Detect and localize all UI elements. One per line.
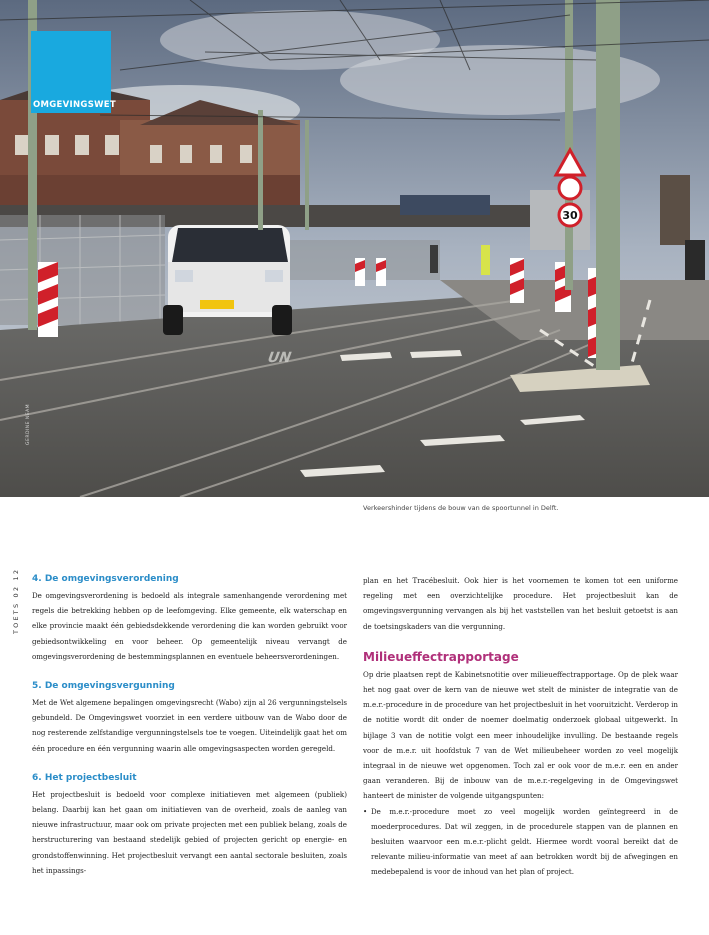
page-sidebar-label: TOETS 02 12 xyxy=(12,567,20,634)
left-column xyxy=(32,573,347,894)
photo-caption: Verkeershinder tijdens de bouw van de spoortunnel in Delft. xyxy=(363,504,559,512)
milieueffectrapportage-heading: Milieueffectrapportage xyxy=(363,649,519,664)
section-tag-label: OMGEVINGSWET xyxy=(33,100,117,110)
milieueffectrapportage-body: Op drie plaatsen rept de Kabinetsnotitie over milieueffectrapportage. Op de plek waar het nog gaat over de kern van de nieuwe wet stelt de minister de integratie van de m.e.r.-procedure in de procedure van het projectbesluit in het vooruitzicht. Verderop in de notitie wordt dit onder de noemer doelmatig onderzoek globaal uitgewerkt. In bijlage 3 van de notitie volgt een meer inhoudelijke invulling. De bestaande regels voor de m.e.r. uit hoofdstuk 7 van de Wet milieubeheer worden zo veel mogelijk integraal in de nieuwe wet opgenomen. Toch zal er ook voor de m.e.r. een en ander gaan veranderen. Bij de inbouw van de m.e.r.-regelgeving in de Omgevingswet hanteert de minister de volgende uitgangspunten: xyxy=(363,669,678,801)
list-item xyxy=(363,804,678,880)
bullet-marker: • xyxy=(363,806,368,816)
right-column xyxy=(363,573,678,880)
list-item-text: De m.e.r.-procedure moet zo veel mogelijk worden geïntegreerd in de moederprocedures. Dat wil zeggen, in de procedurele stappen van de plannen en besluiten waarvoor een m.e.r.-plicht geldt. Hiermee wordt vooral bereikt dat de relevante milieu-informatie van meet af aan betrokken wordt bij de afwegingen en medebepalend is voor de inhoud van het plan of project. xyxy=(371,806,678,877)
section-omgevingsvergunning xyxy=(32,680,347,756)
section-title: 4. De omgevingsverordening xyxy=(32,574,179,584)
section-title: 5. De omgevingsvergunning xyxy=(32,681,175,692)
section-omgevingsverordening xyxy=(32,573,347,664)
section-body: Met de Wet algemene bepalingen omgevingsrecht (Wabo) zijn al 26 vergunningstelsels gebundeld. De Omgevingswet voorziet in een verdere uitbouw van de Wabo door de nog resterende zelfstandige vergunningstelsels toe te voegen. Uiteindelijk gaat het om één procedure en één vergunning waarin alle omgevingsaspecten worden geregeld. xyxy=(32,698,347,753)
photo-credit: GERDINE NEAM xyxy=(26,403,31,445)
section-body: De omgevingsverordening is bedoeld als integrale samenhangende verordening met regels die betrekking hebben op de leefomgeving. Elke gemeente, elk waterschap en elke provincie maakt één gebiedsdekkende verordening die kan worden gebruikt voor gebiedsontwikkeling en voor beheer. Op gemeentelijk niveau vervangt de omgevingsverordening de bestemmingsplannen en eventuele beheersverordeningen. xyxy=(32,591,347,661)
principles-list xyxy=(363,804,678,880)
continuation-paragraph: plan en het Tracébesluit. Ook hier is het voornemen te komen tot een uniforme regeling met een overzichtelijke procedure. Het projectbesluit kan de omgevingsvergunning vervangen als bij het vaststellen van het besluit getoetst is aan de toetsingskaders van die vergunning. xyxy=(363,576,678,631)
section-title: 6. Het projectbesluit xyxy=(32,772,137,783)
svg-text:30: 30 xyxy=(562,209,578,222)
section-body: Het projectbesluit is bedoeld voor complexe initiatieven met algemeen (publiek) belang. Daarbij kan het gaan om initiatieven van de overheid, zoals de aanleg van nieuwe infrastructuur, maar ook om private projecten met een publiek belang, zoals de herstructurering van bestaand stedelijk gebied of projecten gericht op energie- en grondstoffenwinning. Het projectbesluit vervangt een aantal sectorale besluiten, zoals het inpassings- xyxy=(32,789,347,875)
section-projectbesluit xyxy=(32,772,347,878)
svg-text:UN: UN xyxy=(264,350,294,366)
